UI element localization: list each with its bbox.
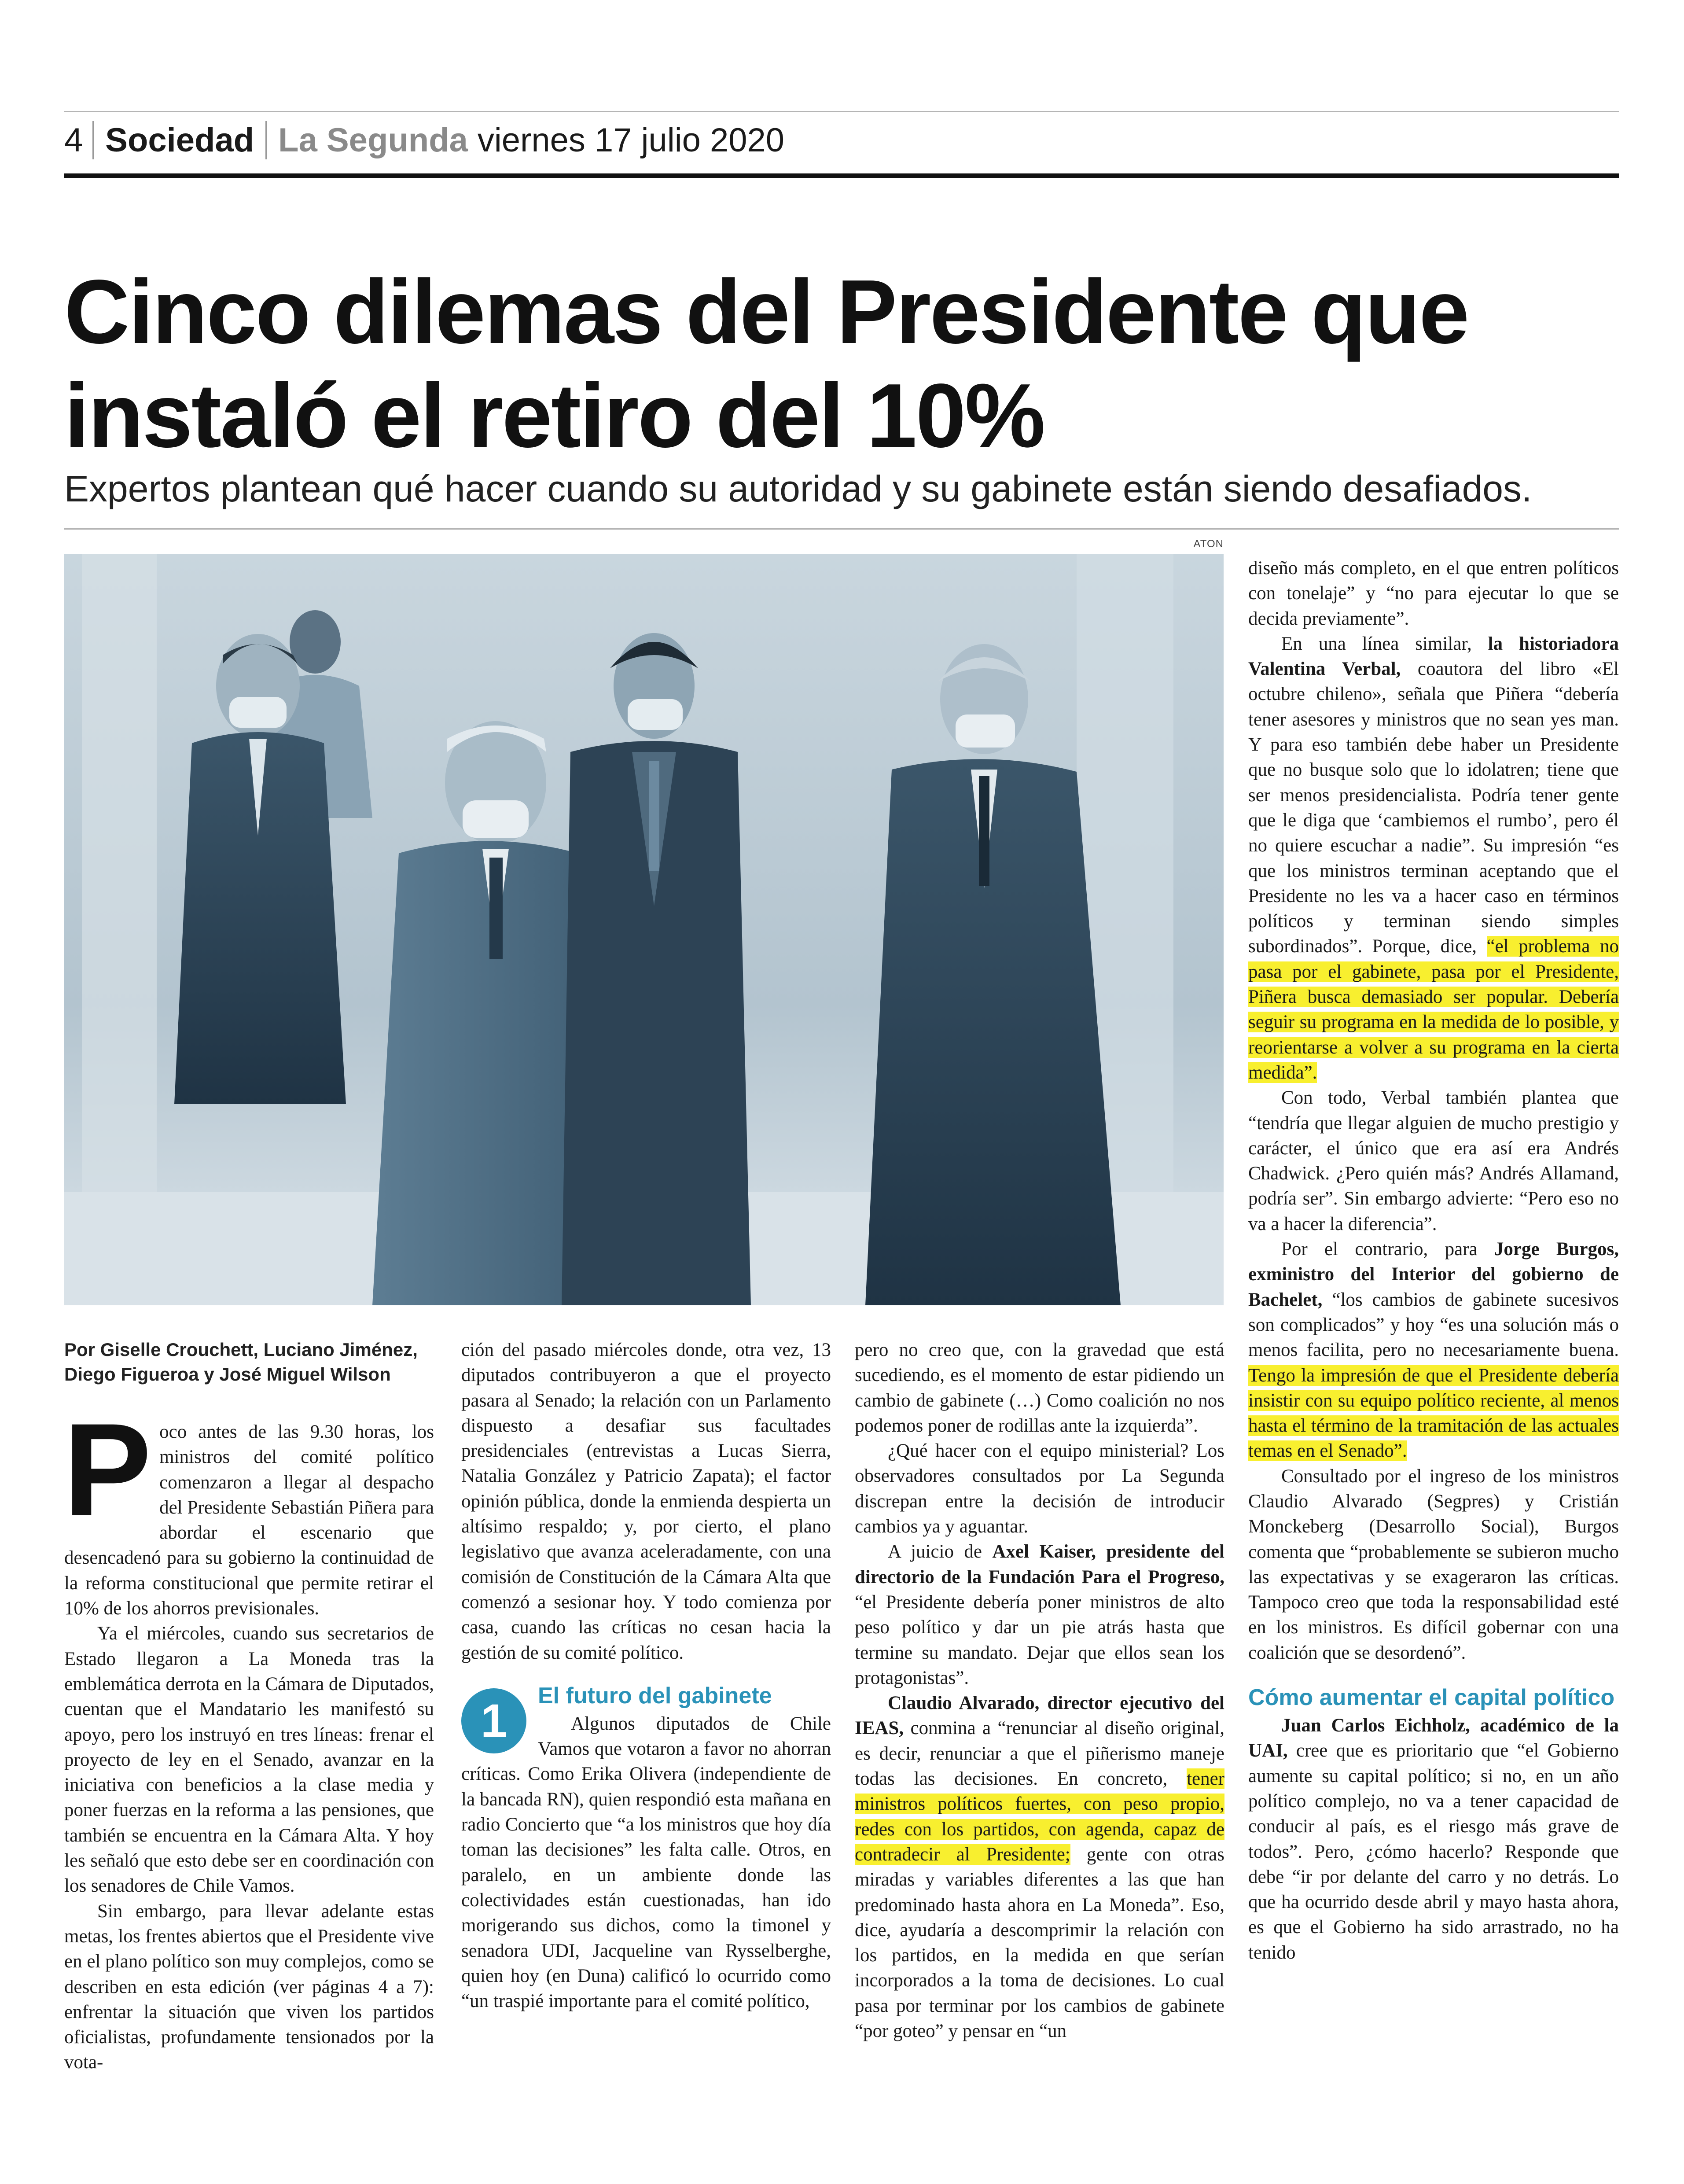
- article-title: Cinco dilemas del Presidente que instaló el retiro del 10%: [64, 261, 1468, 466]
- paragraph: Juan Carlos Eichholz, académico de la UAI, cree que es prioritario que “el Gobierno aumente su capital político; si no, en un año político complejo, no va a tener capacidad de conducir al país, es el riesgo más grave de todos”. Pero, ¿cómo hacerlo? Responde que debe “ir por delante del carro y no detrás. Lo que ha ocurrido desde abril y mayo hasta ahora, es que el Gobierno ha sido arrastrado, no ha tenido: [1248, 1715, 1619, 1963]
- byline: Por Giselle Crouchett, Luciano Jiménez, Diego Figueroa y José Miguel Wilson: [64, 1339, 418, 1385]
- paragraph: Poco antes de las 9.30 horas, los ministros del comité político comenzaron a llegar al despacho del Presidente Sebastián Piñera para abordar el escenario que desencadenó para su gobierno la continuidad de la reforma constitucional que permite retirar el 10% de los ahorros previsionales.: [63, 1396, 434, 1619]
- column-2: [461, 1337, 831, 2014]
- paragraph: pero no creo que, con la gravedad que está sucediendo, es el momento de estar pidiendo un cambio de gabinete (…) Como coalición no nos podemos poner de rodillas ante la izquierda”.: [855, 1340, 1224, 1436]
- section-heading: El futuro del gabinete: [538, 1683, 772, 1709]
- highlighted-quote: “el problema no pasa por el gabinete, pasa por el Presidente, Piñera busca demasiado ser popular. Debería seguir su programa en la medida de lo posible, y reorientarse a volver a su programa en la cierta medida”.: [1248, 936, 1619, 1083]
- paragraph: Ya el miércoles, cuando sus secretarios de Estado llegaron a La Moneda tras la emblemática derrota en la Cámara de Diputados, cuentan que el Mandatario les manifestó su apoyo, pero los instruyó en tres líneas: frenar el proyecto de ley en el Senado, avanzar en la iniciativa con beneficios a la clase media y poner fuerzas en la reforma a las pensiones, que también se encuentra en la Cámara Alta. Y hoy les señaló que esto debe ser en coordinación con los senadores de Chile Vamos.: [64, 1623, 434, 1897]
- section-name: Sociedad: [94, 121, 267, 159]
- section-number-badge: 1: [461, 1688, 526, 1753]
- paragraph: Con todo, Verbal también plantea que “tendría que llegar alguien de mucho prestigio y carácter, el único que era así era Andrés Chadwick. ¿Pero quién más? Andrés Allamand, podría ser”. Sin embargo advierte: “Pero eso no va a hacer la diferencia”.: [1248, 1087, 1619, 1234]
- highlighted-quote: Tengo la impresión de que el Presidente debería insistir con su equipo político reciente, al menos hasta el término de la tramitación de las actuales temas en el Senado”.: [1248, 1365, 1619, 1462]
- highlighted-quote: tener ministros políticos fuertes, con peso propio, redes con los partidos, con agenda, capaz de contradecir al Presidente;: [855, 1768, 1224, 1865]
- paragraph: ción del pasado miércoles donde, otra vez, 13 diputados contribuyeron a que el proyecto pasara al Senado; la relación con un Parlamento dispuesto a desafiar sus facultades presidenciales (entrevistas a Lucas Sierra, Natalia González y Patricio Zapata); el factor opinión pública, donde la enmienda despierta un altísimo respaldo; y, por cierto, el plano legislativo que avanza aceleradamente, con una comisión de Constitución de la Cámara Alta que comenzó a sesionar hoy. Y todo comienza por casa, cuando las críticas no cesan hacia la gestión de su comité político.: [461, 1340, 831, 1663]
- publication-date: viernes 17 julio 2020: [477, 121, 785, 159]
- paragraph: A juicio de Axel Kaiser, presidente del directorio de la Fundación Para el Progreso, “el Presidente debería poner ministros de alto peso político y dar un pie atrás hasta que termine su mandato. Dejar que ellos sean los protagonistas”.: [855, 1541, 1224, 1688]
- photo-credit: ATON: [1193, 538, 1224, 550]
- paragraph: Consultado por el ingreso de los ministros Claudio Alvarado (Segpres) y Cristián Monckeberg (Desarrollo Social), Burgos comenta que “probablemente se subieron mucho las expectativas y se exageraron las críticas. Tampoco creo que toda la responsabilidad esté en los ministros. Es difícil gobernar con una coalición que se desordenó”.: [1248, 1466, 1619, 1663]
- paragraph: Algunos diputados de Chile Vamos que votaron a favor no ahorran críticas. Como Erika Olivera (independiente de la bancada RN), quien respondió esta mañana en radio Concierto que “a los ministros que hoy día toman las decisiones” les falta calle. Otros, en paralelo, en un ambiente donde las colectividades están cuestionadas, han ido morigerando sus dichos, como la timonel y senadora UDI, Jacqueline van Rysselberghe, quien hoy (en Duna) calificó lo ocurrido como “un traspié importante para el comité político,: [461, 1713, 831, 2012]
- publication-name: La Segunda: [278, 121, 468, 159]
- paragraph: En una línea similar, la historiadora Valentina Verbal, coautora del libro «El octubre chileno», señala que Piñera “debería tener asesores y ministros que no sean yes man. Y para eso también debe haber un Presidente que no busque solo que lo idolatren; tiene que ser menos presidencialista. Podría tener gente que le diga que ‘cambiemos el rumbo’, pero él no quiere escuchar a nadie”. Su impresión “es que los ministros terminan aceptando que el Presidente no les va a hacer caso en términos políticos y terminan siendo simples subordinados”. Porque, dice, “el problema no pasa por el gabinete, pasa por el Presidente, Piñera busca demasiado ser popular. Debería seguir su programa en la medida de lo posible, y reorientarse a volver a su programa en la cierta medida”.: [1248, 633, 1619, 1083]
- page-number: 4: [64, 121, 94, 159]
- drop-cap: P: [63, 1396, 152, 1543]
- article-subtitle: Expertos plantean qué hacer cuando su autoridad y su gabinete están siendo desafiados.: [64, 468, 1532, 509]
- column-1: [63, 1396, 434, 2075]
- paragraph: Claudio Alvarado, director ejecutivo del IEAS, conmina a “renunciar al diseño original, es decir, renunciar a que el piñerismo maneje todas las decisiones. En concreto, tener ministros políticos fuertes, con peso propio, redes con los partidos, con agenda, capaz de contradecir al Presidente; gente con otras miradas y variables diferentes a las que han predominado hasta ahora en La Moneda”. Eso, dice, ayudaría a descomprimir la relación con los partidos, en la medida en que serían incorporados a la toma de decisiones. Lo cual pasa por terminar por los cambios de gabinete “por goteo” y pensar en “un: [855, 1693, 1224, 2042]
- top-rule: [64, 111, 1619, 112]
- column-4: [1248, 556, 1619, 1965]
- article-photo: [64, 554, 1224, 1305]
- paragraph: ¿Qué hacer con el equipo ministerial? Los observadores consultados por La Segunda discrepan entre la decisión de introducir cambios ya y aguantar.: [855, 1440, 1224, 1537]
- subtitle-rule: [64, 528, 1619, 530]
- section-heading: Cómo aumentar el capital político: [1248, 1685, 1615, 1711]
- paragraph: Por el contrario, para Jorge Burgos, exministro del Interior del gobierno de Bachelet, “los cambios de gabinete sucesivos son complicados” y hoy “es una solución más o menos facilita, pero no necesariamente buena. Tengo la impresión de que el Presidente debería insistir con su equipo político reciente, al menos hasta el término de la tramitación de las actuales temas en el Senado”.: [1248, 1239, 1619, 1462]
- page-header: [64, 115, 784, 165]
- header-rule: [64, 173, 1619, 178]
- column-3: [855, 1337, 1224, 2044]
- paragraph: Sin embargo, para llevar adelante estas metas, los frentes abiertos que el Presidente vive en el plano político son muy complejos, como se describen en esta edición (ver páginas 4 a 7): enfrentar la situación que viven los partidos oficialistas, profundamente tensionados por la vota-: [64, 1900, 434, 2073]
- paragraph: diseño más completo, en el que entren políticos con tonelaje” y “no para ejecutar lo que se decida previamente”.: [1248, 558, 1619, 629]
